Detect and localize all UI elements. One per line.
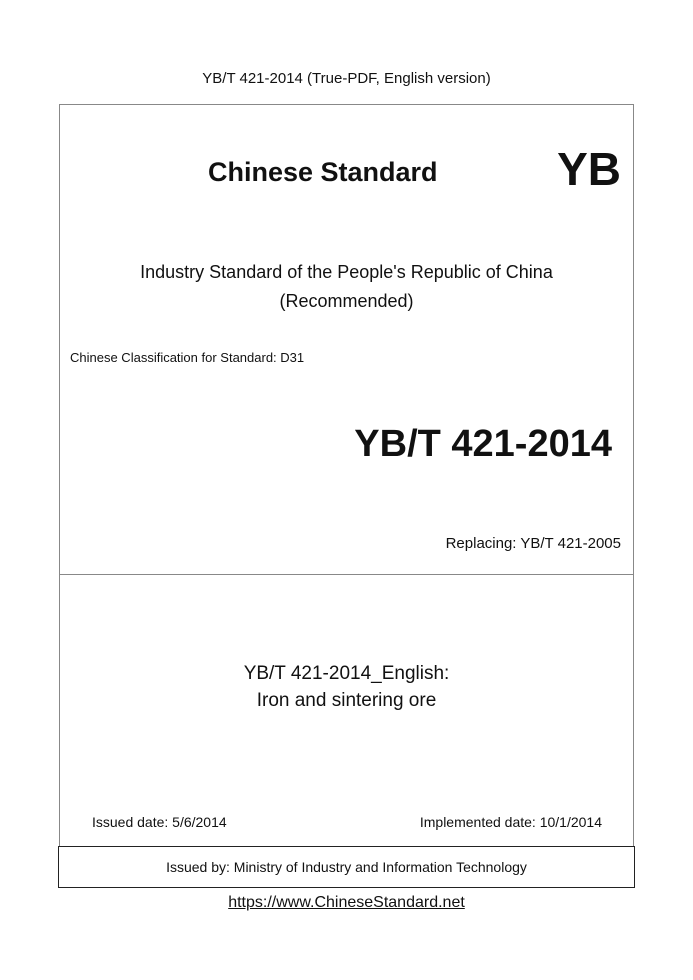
standard-code: YB bbox=[557, 143, 621, 195]
issuer-box bbox=[58, 846, 635, 888]
industry-line-1: Industry Standard of the People's Republic of China bbox=[140, 262, 553, 282]
issuer-text: Issued by: Ministry of Industry and Information Technology bbox=[166, 859, 527, 875]
website-footer bbox=[0, 894, 693, 912]
implemented-date: Implemented date: 10/1/2014 bbox=[419, 814, 602, 830]
issued-date: Issued date: 5/6/2014 bbox=[92, 814, 227, 830]
document-title-line-2: Iron and sintering ore bbox=[256, 690, 437, 711]
document-title bbox=[0, 660, 693, 714]
page-header: YB/T 421-2014 (True-PDF, English version) bbox=[202, 70, 491, 87]
document-title-line-1: YB/T 421-2014_English: bbox=[243, 663, 450, 684]
standard-number: YB/T 421-2014 bbox=[354, 423, 612, 465]
industry-standard-text bbox=[0, 258, 693, 316]
replacing-text: Replacing: YB/T 421-2005 bbox=[445, 535, 621, 552]
website-link[interactable]: https://www.ChineseStandard.net bbox=[228, 894, 465, 911]
industry-line-2: (Recommended) bbox=[279, 291, 414, 311]
cover-title: Chinese Standard bbox=[208, 157, 438, 187]
classification-text: Chinese Classification for Standard: D31 bbox=[70, 350, 305, 365]
